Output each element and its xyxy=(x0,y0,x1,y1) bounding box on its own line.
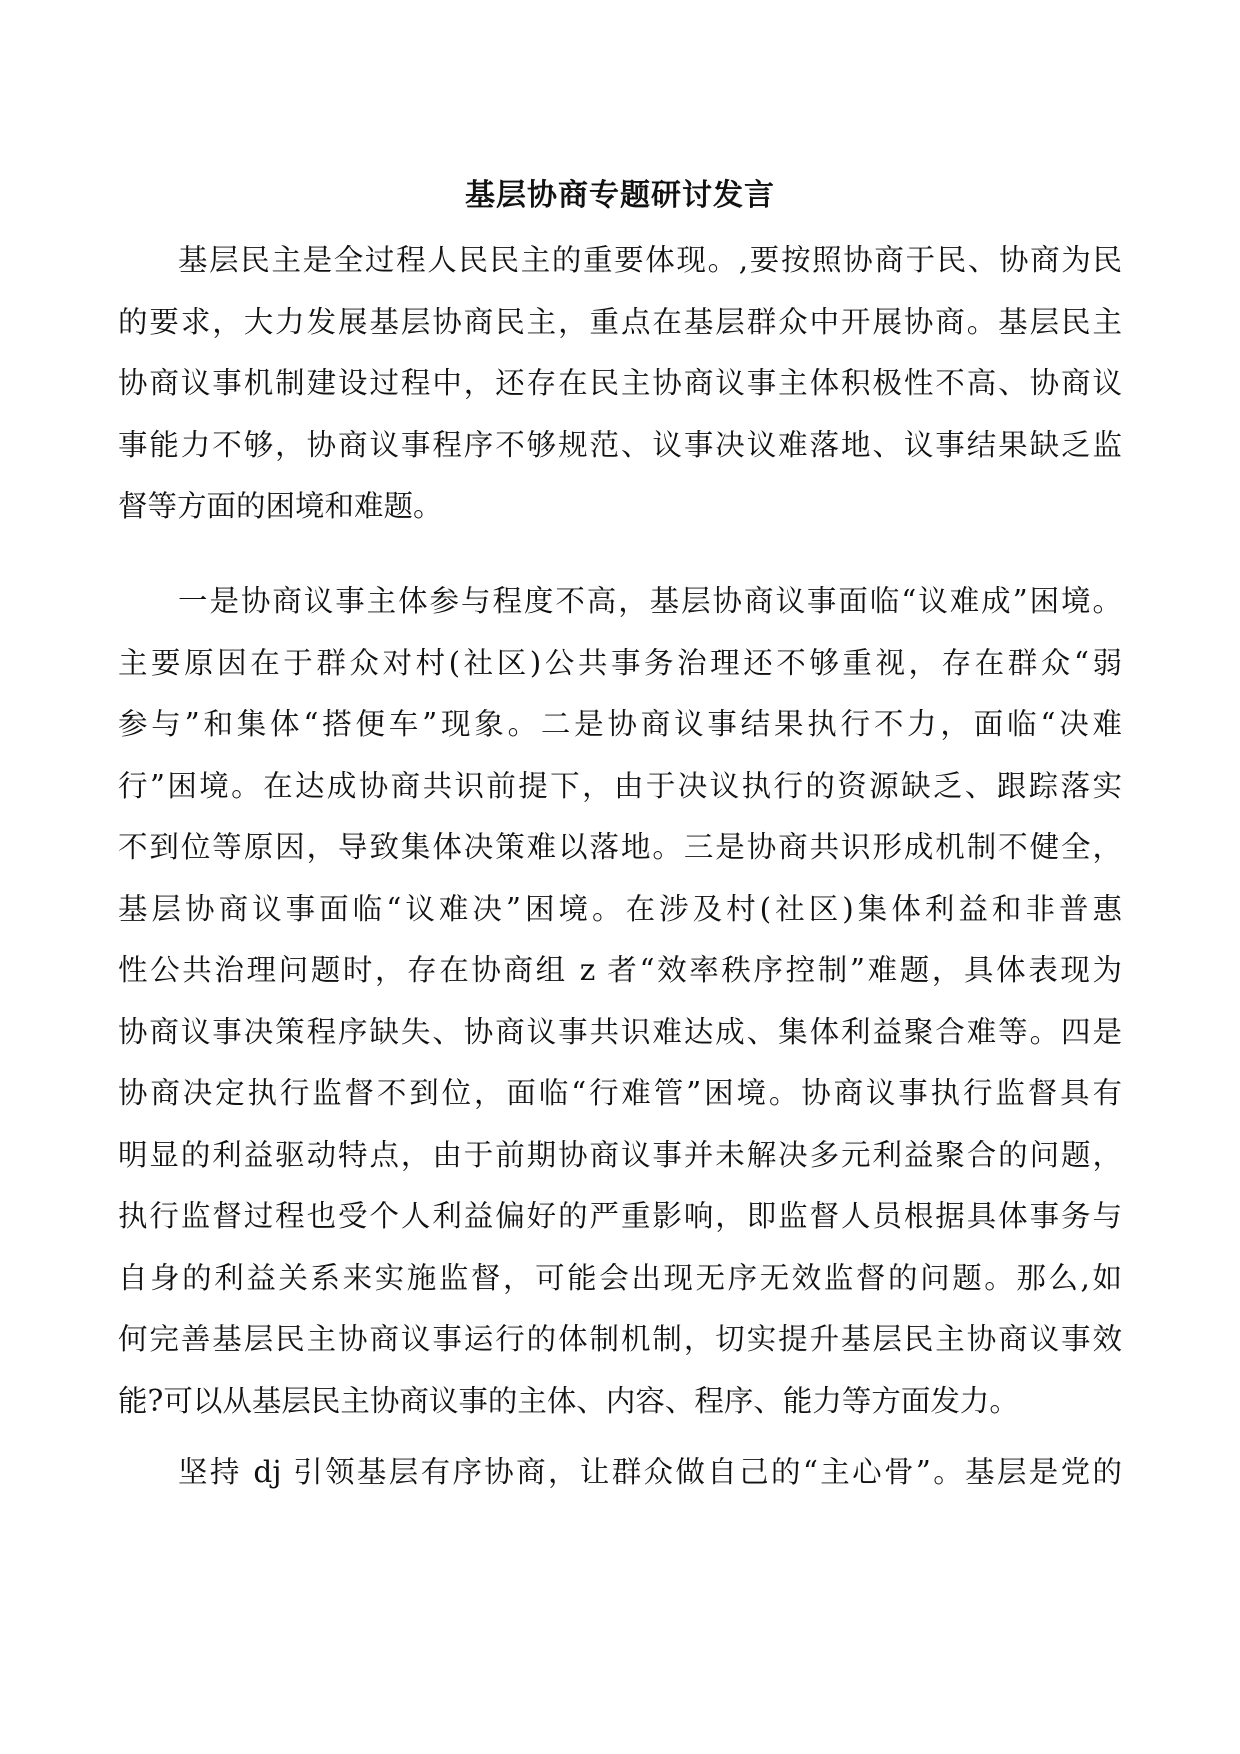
paragraph-line: 性公共治理问题时，存在协商组 z 者“效率秩序控制”难题，具体表现为 xyxy=(118,953,1122,987)
paragraph-line: 行”困境。在达成协商共识前提下，由于决议执行的资源缺乏、跟踪落实 xyxy=(118,768,1122,803)
paragraph-2 xyxy=(118,571,1122,1432)
paragraph-line: 坚持 dj 引领基层有序协商，让群众做自己的“主心骨”。基层是党的 xyxy=(178,1455,1122,1489)
paragraph-line: 自身的利益关系来实施监督，可能会出现无序无效监督的问题。那么,如 xyxy=(118,1260,1122,1295)
paragraph-line: 基层协商议事面临“议难决”困境。在涉及村(社区)集体利益和非普惠 xyxy=(118,891,1122,926)
paragraph-line: 协商议事机制建设过程中，还存在民主协商议事主体积极性不高、协商议 xyxy=(118,366,1122,400)
paragraph-line: 执行监督过程也受个人利益偏好的严重影响，即监督人员根据具体事务与 xyxy=(118,1199,1122,1233)
paragraph-line: 的要求，大力发展基层协商民主，重点在基层群众中开展协商。基层民主 xyxy=(118,304,1122,339)
paragraph-line: 明显的利益驱动特点，由于前期协商议事并未解决多元利益聚合的问题， xyxy=(118,1137,1122,1172)
paragraph-line: 何完善基层民主协商议事运行的体制机制，切实提升基层民主协商议事效 xyxy=(118,1322,1122,1356)
paragraph-line: 主要原因在于群众对村(社区)公共事务治理还不够重视，存在群众“弱 xyxy=(118,645,1122,680)
paragraph-1 xyxy=(118,230,1122,538)
paragraph-line: 督等方面的困境和难题。 xyxy=(118,489,443,523)
paragraph-line: 协商议事决策程序缺失、协商议事共识难达成、集体利益聚合难等。四是 xyxy=(118,1014,1122,1049)
paragraph-line: 事能力不够，协商议事程序不够规范、议事决议难落地、议事结果缺乏监 xyxy=(118,427,1122,462)
paragraph-line: 协商决定执行监督不到位，面临“行难管”困境。协商议事执行监督具有 xyxy=(118,1076,1122,1110)
paragraph-line: 基层民主是全过程人民民主的重要体现。,要按照协商于民、协商为民 xyxy=(178,243,1122,277)
paragraph-3 xyxy=(118,1442,1122,1504)
paragraph-line: 不到位等原因，导致集体决策难以落地。三是协商共识形成机制不健全， xyxy=(118,830,1122,864)
document-title: 基层协商专题研讨发言 xyxy=(465,178,775,213)
paragraph-line: 一是协商议事主体参与程度不高，基层协商议事面临“议难成”困境。 xyxy=(178,584,1122,618)
paragraph-line: 能?可以从基层民主协商议事的主体、内容、程序、能力等方面发力。 xyxy=(118,1383,1019,1418)
paragraph-line: 参与”和集体“搭便车”现象。二是协商议事结果执行不力，面临“决难 xyxy=(118,707,1122,741)
